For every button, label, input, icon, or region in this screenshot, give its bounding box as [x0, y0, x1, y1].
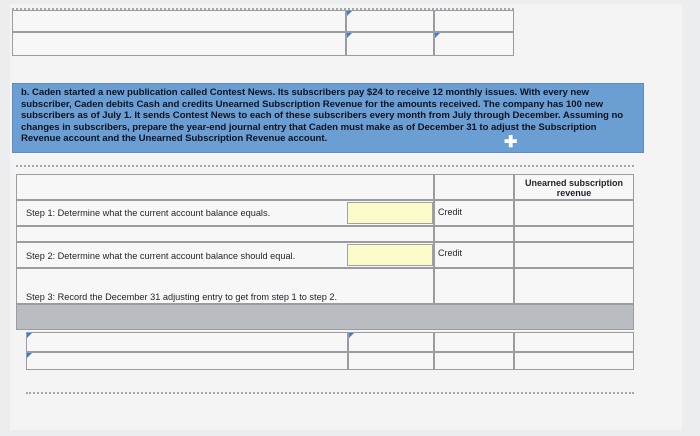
top-table-cell-2b[interactable] [346, 32, 434, 56]
divider [12, 8, 514, 10]
journal-row-2-extra [514, 352, 634, 370]
dropdown-arrow-icon [349, 333, 354, 338]
journal-header-bar [16, 304, 634, 330]
step-1-label: Step 1: Determine what the current account balance equals. [26, 208, 271, 218]
step-2-side-label: Credit [438, 248, 463, 258]
column-header: Unearned subscription revenue [524, 178, 623, 198]
top-table-cell-1b[interactable] [346, 10, 434, 32]
top-table-cell-1c[interactable] [434, 10, 514, 32]
instructions-panel [12, 83, 644, 153]
spacer-row-side [434, 226, 514, 242]
journal-row-1-debit[interactable] [348, 332, 434, 352]
step-2-input[interactable] [347, 244, 433, 266]
journal-row-1-credit[interactable] [434, 332, 514, 352]
spacer-row-amount [514, 226, 634, 242]
journal-row-2-debit[interactable] [348, 352, 434, 370]
header-side-cell [434, 174, 514, 200]
step-1-side-label: Credit [438, 207, 463, 217]
step-3-side-cell [434, 268, 514, 304]
step-2-label: Step 2: Determine what the current account balance should equal. [26, 251, 296, 261]
step-3-label: Step 3: Record the December 31 adjusting entry to get from step 1 to step 2. [26, 292, 338, 302]
header-blank-cell [16, 174, 434, 200]
journal-row-1-extra [514, 332, 634, 352]
instructions-text: b. Caden started a new publication called Contest News. Its subscribers pay $24 to receive 12 monthly issues. With every new subscriber, Caden debits Cash and credits Unearned Subscription Revenue for the amounts received. The company has 100 new subscribers as of July 1. It sends Contest News to each of these subscribers every month from July through December. Assuming no changes in subscribers, prepare the year-end journal entry that Caden must make as of December 31 to adjust the Subscription Revenue account and the Unearned Subscription Revenue account. [21, 87, 624, 145]
step-1-amount-cell[interactable] [514, 200, 634, 226]
dropdown-arrow-icon [27, 353, 32, 358]
step-2-amount-cell[interactable] [514, 242, 634, 268]
dropdown-arrow-icon [435, 33, 440, 38]
divider [16, 165, 634, 167]
step-3-amount-cell [514, 268, 634, 304]
spacer-row [16, 226, 434, 242]
dropdown-arrow-icon [347, 11, 352, 16]
top-table-cell-2c[interactable] [434, 32, 514, 56]
top-table-cell-2a[interactable] [12, 32, 346, 56]
journal-row-2-account[interactable] [26, 352, 348, 370]
journal-row-1-account[interactable] [26, 332, 348, 352]
top-table-cell-1a[interactable] [12, 10, 346, 32]
journal-row-2-credit[interactable] [434, 352, 514, 370]
dropdown-arrow-icon [27, 333, 32, 338]
divider [26, 392, 634, 394]
step-1-input[interactable] [347, 202, 433, 224]
dropdown-arrow-icon [347, 33, 352, 38]
expand-plus-icon[interactable]: ✚ [504, 134, 518, 151]
